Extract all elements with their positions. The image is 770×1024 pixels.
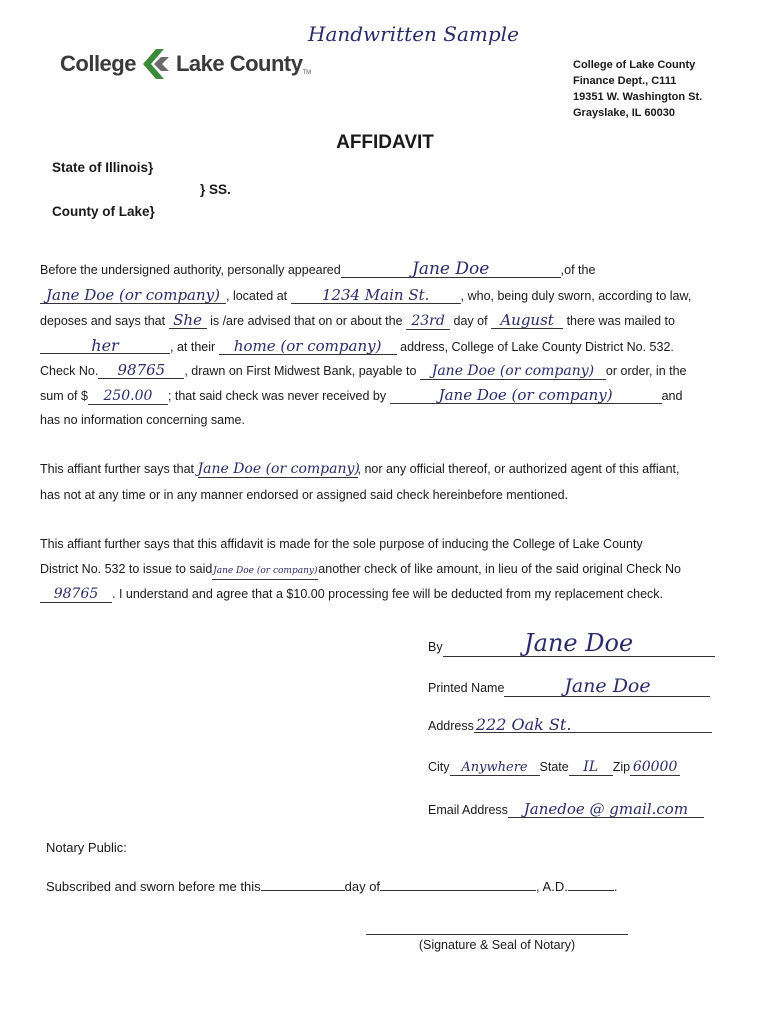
para1-line1: Before the undersigned authority, personally appeared Jane Doe ,of the [40,259,596,279]
by-label: By [428,640,443,654]
ss-label: } SS. [200,182,231,197]
email-row [428,802,704,818]
printed-name-label: Printed Name [428,681,505,695]
affiant-name-field[interactable]: Jane Doe (or company) [197,461,360,477]
notary-signature-line[interactable] [366,934,628,935]
company-field[interactable]: Jane Doe (or company) [40,288,226,304]
address-line-2: Finance Dept., C111 [573,75,677,87]
city-label: City [428,760,450,774]
pronoun-field[interactable]: She [169,313,207,329]
notary-day-field[interactable] [261,890,345,891]
state-label: State of Illinois} [52,160,154,175]
payee-field[interactable]: Jane Doe (or company) [420,364,606,380]
para3-line2: District No. 532 to issue to saidJane Doe (or company)another check of like amount, in lieu of the said original Check No [40,562,681,580]
zip-field[interactable]: 60000 [630,760,680,776]
para1-line7: has no information concerning same. [40,413,245,427]
address-label: Address [428,719,474,733]
address-line-4: Grayslake, IL 60030 [573,107,675,119]
printed-name-field[interactable]: Jane Doe [504,676,710,697]
signature-field[interactable]: Jane Doe [443,630,715,657]
para3-line3: 98765 . I understand and agree that a $10.00 processing fee will be deducted from my replacement check. [40,587,663,603]
logo-mark-icon [139,47,173,81]
para1-line5: Check No. 98765 , drawn on First Midwest Bank, payable to Jane Doe (or company) or order, in the [40,361,687,379]
address-row [428,717,712,733]
address-line-1: College of Lake County [573,59,696,71]
notary-seal-caption: (Signature & Seal of Notary) [418,938,576,952]
printed-name-row [428,676,710,697]
email-label: Email Address [428,803,508,817]
address-line-3: 19351 W. Washington St. [573,91,703,103]
document-title: AFFIDAVIT [336,132,434,153]
college-logo [60,46,311,82]
city-state-zip-row [428,760,680,776]
email-field[interactable]: Janedoe @ gmail.com [508,802,704,818]
appeared-name-field[interactable]: Jane Doe [341,262,561,278]
day-field[interactable]: 23rd [406,314,450,330]
recipient-field[interactable]: her [40,338,170,354]
receiver-field[interactable]: Jane Doe (or company) [390,388,662,404]
notary-label: Notary Public: [46,840,127,855]
address-field[interactable]: 222 Oak St. [474,717,712,733]
para1-line4: her , at their home (or company) address, College of Lake County District No. 532. [40,338,674,355]
original-check-number-field[interactable]: 98765 [40,587,112,603]
handwritten-title: Handwritten Sample [308,22,519,46]
college-address [573,57,702,121]
notary-subscribed-row: Subscribed and sworn before me this day of , A.D. . [46,879,618,894]
location-field[interactable]: 1234 Main St. [291,288,461,304]
zip-label: Zip [612,760,631,774]
state-field[interactable]: IL [569,760,613,776]
city-field[interactable]: Anywhere [450,760,540,776]
county-label: County of Lake} [52,204,155,219]
logo-word-college: College [60,51,136,76]
para1-line3: deposes and says that She is /are advised that on or about the 23rd day of August there was mailed to [40,311,675,329]
para1-line6: sum of $ 250.00 ; that said check was never received by Jane Doe (or company) and [40,386,683,404]
notary-month-field[interactable] [380,890,536,891]
logo-trademark: TM [302,70,312,76]
issue-to-name-field[interactable]: Jane Doe (or company) [212,564,318,580]
state-field-label: State [539,760,569,774]
para2-line2: has not at any time or in any manner endorsed or assigned said check hereinbefore mentioned. [40,488,569,502]
place-field[interactable]: home (or company) [219,339,397,355]
para2-line1: This affiant further says that Jane Doe (or company), nor any official thereof, or authorized agent of this affiant, [40,461,680,477]
sum-field[interactable]: 250.00 [88,389,168,405]
logo-word-lake-county: Lake County [175,51,303,76]
check-number-field[interactable]: 98765 [98,363,184,379]
para1-line2: Jane Doe (or company) , located at 1234 Main St. , who, being duly sworn, according to law, [40,288,691,304]
notary-year-field[interactable] [568,890,614,891]
para3-line1: This affiant further says that this affidavit is made for the sole purpose of inducing the College of Lake County [40,537,643,551]
month-field[interactable]: August [491,313,563,329]
by-row [428,630,715,657]
